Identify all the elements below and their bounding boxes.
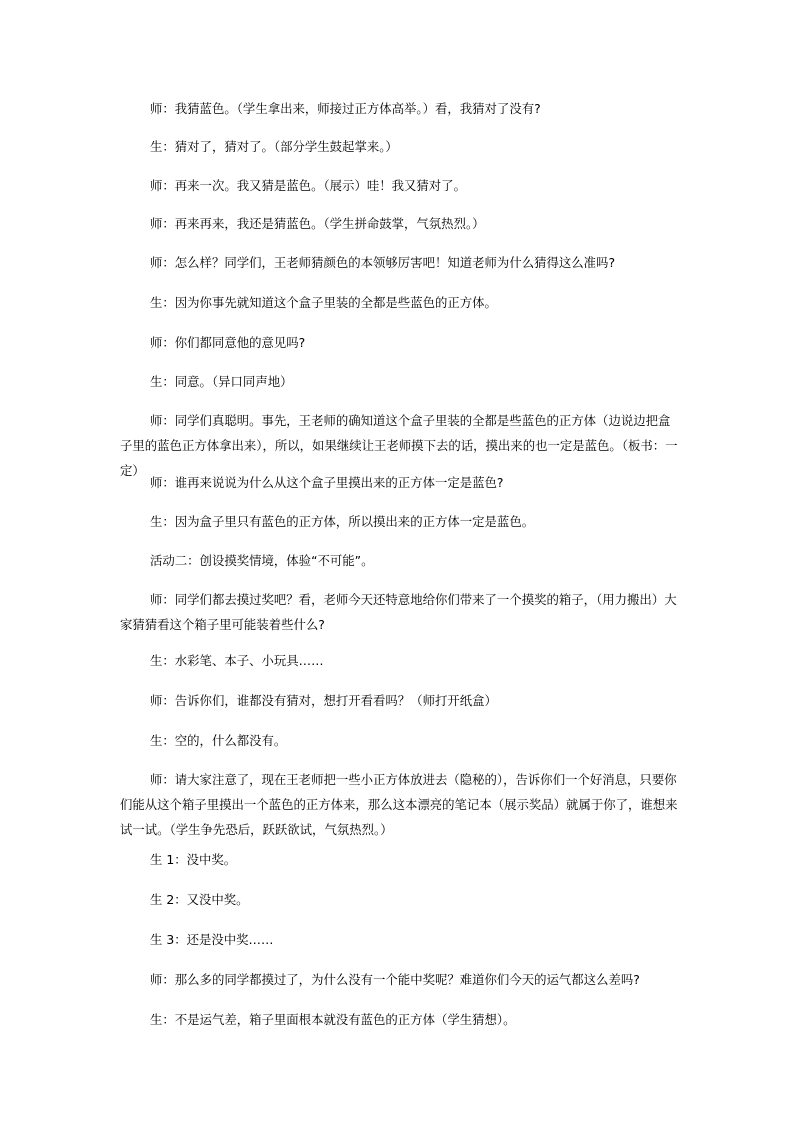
paragraph-teacher-good-news: 师：请大家注意了，现在王老师把一些小正方体放进去（隐秘的），告诉你们一个好消息，只要你们能从这个箱子里摸出一个蓝色的正方体来，那么这本漂亮的笔记本（展示奖品）就属于你了，谁想来试一试。（学生争先恐后，跃跃欲试，气氛热烈。）: [120, 772, 678, 837]
paragraph-teacher-guess-blue: 师：我猜蓝色。（学生拿出来，师接过正方体高举。）看，我猜对了没有?: [150, 101, 541, 116]
paragraph-teacher-again: 师：再来一次。我又猜是蓝色。（展示）哇！我又猜对了。: [150, 178, 466, 193]
paragraph-student-agree: 生：同意。（异口同声地）: [150, 374, 293, 389]
paragraph-teacher-open-box: 师：告诉你们，谁都没有猜对，想打开看看吗？（师打开纸盒）: [150, 693, 497, 708]
paragraph-activity-two-heading: 活动二：创设摸奖情境，体验“不可能”。: [150, 553, 374, 568]
paragraph-student-correct: 生：猜对了，猜对了。（部分学生鼓起掌来。）: [150, 139, 398, 154]
paragraph-student-only-blue: 生：因为盒子里只有蓝色的正方体，所以摸出来的正方体一定是蓝色。: [150, 514, 535, 529]
paragraph-teacher-why-no-win: 师：那么多的同学都摸过了，为什么没有一个能中奖呢？难道你们今天的运气都这么差吗?: [150, 972, 640, 987]
paragraph-teacher-who-explains: 师：谁再来说说为什么从这个盒子里摸出来的正方体一定是蓝色?: [150, 475, 504, 490]
paragraph-teacher-once-more: 师：再来再来，我还是猜蓝色。（学生拼命鼓掌，气氛热烈。）: [150, 216, 485, 231]
paragraph-student-guesses: 生：水彩笔、本子、小玩具……: [150, 653, 324, 668]
paragraph-student-no-blue: 生：不是运气差，箱子里面根本就没有蓝色的正方体（学生猜想）。: [150, 1012, 516, 1027]
paragraph-teacher-question: 师：怎么样？同学们，王老师猜颜色的本领够厉害吧！知道老师为什么猜得这么准吗?: [150, 255, 616, 270]
paragraph-teacher-agree: 师：你们都同意他的意见吗?: [150, 335, 306, 350]
paragraph-teacher-lottery-box: 师：同学们都去摸过奖吧？看，老师今天还特意地给你们带来了一个摸奖的箱子，（用力搬出）大家猜猜看这个箱子里可能装着些什么?: [120, 592, 677, 632]
paragraph-student-3: 生 3：还是没中奖……: [150, 932, 274, 947]
paragraph-student-2: 生 2：又没中奖。: [150, 892, 249, 907]
paragraph-student-1: 生 1：没中奖。: [150, 852, 237, 867]
paragraph-student-reason: 生：因为你事先就知道这个盒子里装的全都是些蓝色的正方体。: [150, 295, 497, 310]
paragraph-teacher-explain: 师：同学们真聪明。事先，王老师的确知道这个盒子里装的全都是些蓝色的正方体（边说边把盒子里的蓝色正方体拿出来），所以，如果继续让王老师摸下去的话，摸出来的也一定是蓝色。（板书：一定）: [120, 413, 678, 478]
paragraph-student-empty: 生：空的，什么都没有。: [150, 733, 287, 748]
